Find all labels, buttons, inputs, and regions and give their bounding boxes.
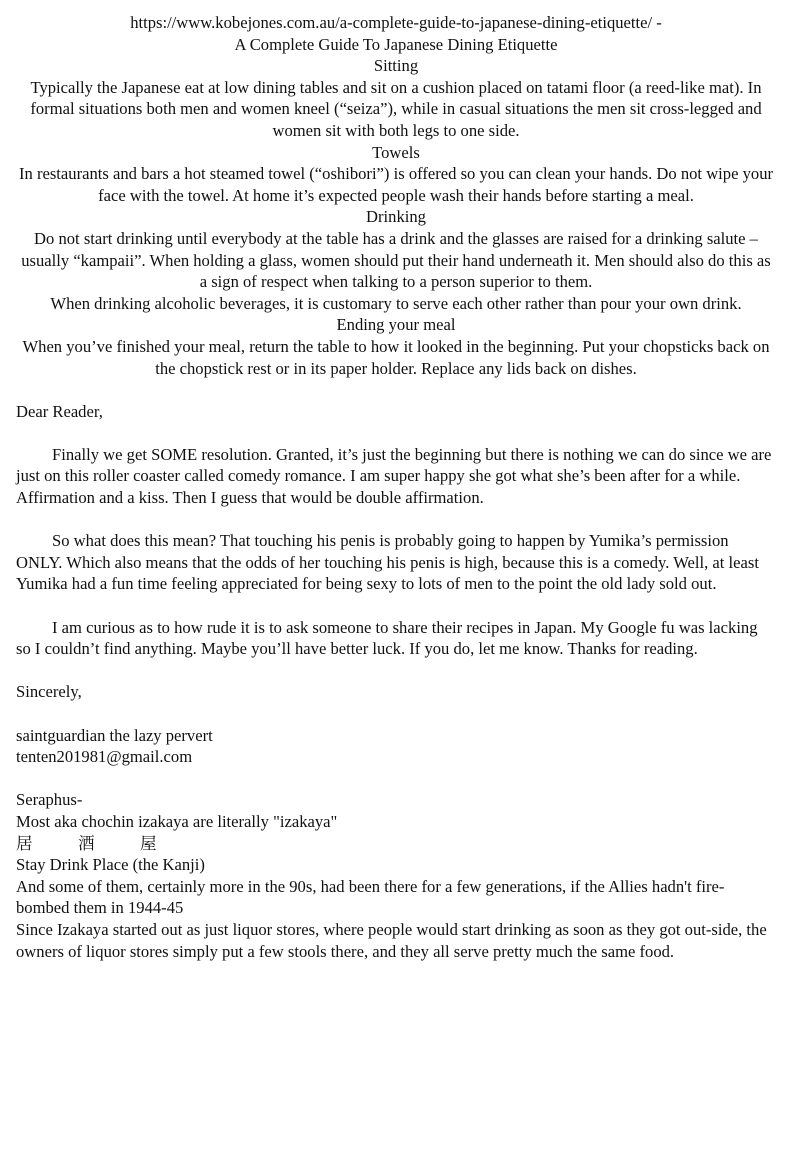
reply-line-3: And some of them, certainly more in the 90s, had been there for a few generations, if the Allies hadn't fire-bombed them in 1944-45	[16, 876, 725, 918]
spacer	[16, 768, 776, 790]
letter-closing: Sincerely,	[16, 682, 82, 702]
letter-paragraph-2: So what does this mean? That touching his penis is probably going to happen by Yumika’s permission ONLY. Which also means that the odds of her touching his penis is high, because this is a comedy. Well, at least Yumika had a fun time feeling appreciated for being sexy to lots of men to the point the old lady sold out.	[16, 531, 759, 594]
signature-name: saintguardian the lazy pervert	[16, 725, 213, 745]
kanji-stay: 居	[16, 833, 33, 853]
reply-line-2: Stay Drink Place (the Kanji)	[16, 855, 205, 875]
spacer	[16, 660, 776, 682]
spacer	[16, 703, 776, 725]
drinking-text-1: Do not start drinking until everybody at the table has a drink and the glasses are raised for a drinking salute – usually “kampaii”. When holding a glass, women should put their hand underneath it. Men should also do this as a sign of respect when talking to a person superior to them.	[21, 228, 771, 292]
kanji-row	[16, 833, 776, 855]
towels-heading: Towels	[372, 142, 420, 162]
drinking-text-2: When drinking alcoholic beverages, it is customary to serve each other rather than pour your own drink.	[50, 293, 742, 313]
letter-paragraph-3: I am curious as to how rude it is to ask someone to share their recipes in Japan. My Google fu was lacking so I couldn’t find anything. Maybe you’ll have better luck. If you do, let me know. Thanks for reading.	[16, 617, 758, 659]
towels-text: In restaurants and bars a hot steamed towel (“oshibori”) is offered so you can clean your hands. Do not wipe your face with the towel. At home it’s expected people wash their hands before starting a meal.	[18, 164, 774, 205]
reply-addressee: Seraphus-	[16, 790, 83, 810]
spacer	[16, 379, 776, 401]
signature-email: tenten201981@gmail.com	[16, 747, 193, 767]
spacer	[16, 509, 776, 531]
letter-greeting: Dear Reader,	[16, 401, 103, 421]
source-url: https://www.kobejones.com.au/a-complete-guide-to-japanese-dining-etiquette/ -	[130, 13, 662, 32]
kanji-place: 屋	[140, 833, 157, 853]
spacer	[16, 595, 776, 617]
kanji-drink: 酒	[78, 833, 95, 853]
sitting-heading: Sitting	[373, 56, 419, 76]
guide-title: A Complete Guide To Japanese Dining Etiquette	[234, 34, 558, 54]
reply-line-4: Since Izakaya started out as just liquor stores, where people would start drinking as soon as they got out-side, the owners of liquor stores simply put a few stools there, and they all serve pretty much the same food.	[16, 919, 767, 961]
reply-line-1: Most aka chochin izakaya are literally "izakaya"	[16, 811, 338, 831]
sitting-text: Typically the Japanese eat at low dining tables and sit on a cushion placed on tatami floor (a reed-like mat). In formal situations both men and women kneel (“seiza”), while in casual situations the men sit cross-legged and women sit with both legs to one side.	[30, 77, 762, 140]
drinking-heading: Drinking	[366, 207, 426, 227]
ending-text: When you’ve finished your meal, return the table to how it looked in the beginning. Put your chopsticks back on the chopstick rest or in its paper holder. Replace any lids back on dishes.	[22, 336, 770, 378]
spacer	[16, 422, 776, 444]
letter-paragraph-1: Finally we get SOME resolution. Granted, it’s just the beginning but there is nothing we can do since we are just on this roller coaster called comedy romance. I am super happy she got what she’s been after for a while. Affirmation and a kiss. Then I guess that would be double affirmation.	[16, 444, 772, 508]
ending-heading: Ending your meal	[336, 315, 456, 335]
